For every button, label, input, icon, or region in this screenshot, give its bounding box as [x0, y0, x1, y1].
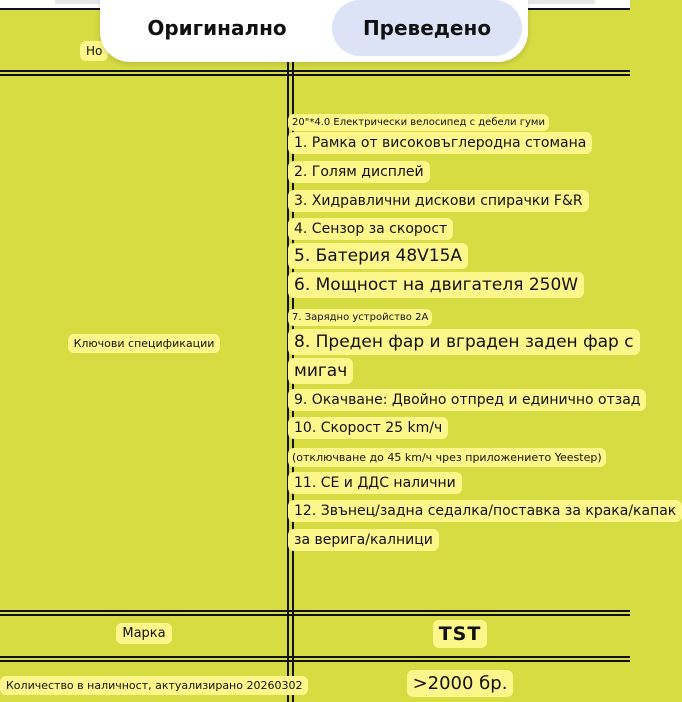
spec-item: мигач: [288, 358, 353, 384]
translated-toggle-button[interactable]: Преведено: [332, 0, 522, 56]
spec-item: 7. Зарядно устройство 2A: [288, 305, 432, 326]
spec-item: 4. Сензор за скорост: [288, 218, 453, 240]
brand-value-cell: [290, 620, 630, 648]
spec-item: 6. Мощност на двигателя 250W: [288, 272, 584, 298]
translation-toggle: [100, 0, 528, 62]
row-divider-specs-inner: [0, 614, 630, 616]
spec-item: 1. Рамка от високовъглеродна стомана: [288, 132, 592, 154]
spec-item: 20"*4.0 Електрически велосипед с дебели гуми: [288, 110, 549, 131]
spec-item: 5. Батерия 48V15A: [288, 243, 468, 269]
header-name-label: Но: [80, 41, 108, 61]
spec-item: 9. Окачване: Двойно отпред и единично отзад: [288, 389, 646, 411]
row-divider-header: [0, 70, 630, 72]
spec-item: 8. Преден фар и вграден заден фар с: [288, 329, 640, 355]
stock-label: Количество в наличност, актуализирано 20260302: [0, 676, 308, 695]
spec-item: за верига/калници: [288, 529, 439, 551]
key-specs-label: Ключови спецификации: [68, 334, 221, 353]
spec-item: 2. Голям дисплей: [288, 161, 430, 183]
spec-item: 10. Скорост 25 km/ч: [288, 417, 448, 439]
brand-label-cell: [0, 622, 288, 644]
stock-value-cell: [290, 670, 630, 697]
stock-label-cell: [0, 674, 303, 695]
row-divider-brand: [0, 656, 630, 658]
original-toggle-button[interactable]: Оригинално: [147, 16, 287, 40]
spec-item: (отключване до 45 km/ч чрез приложението Yeestep): [288, 446, 606, 467]
row-divider-specs: [0, 610, 630, 612]
stock-value: >2000 бр.: [407, 670, 514, 697]
spec-item: 11. CE и ДДС налични: [288, 472, 462, 494]
row-divider-header-inner: [0, 74, 630, 76]
spec-item: 12. Звънец/задна седалка/поставка за крака/капак: [288, 500, 682, 522]
spec-item: 3. Хидравлични дискови спирачки F&R: [288, 190, 589, 212]
brand-label: Марка: [116, 623, 171, 644]
spec-table: [0, 8, 677, 700]
brand-value: TST: [433, 620, 488, 648]
row-divider-brand-inner: [0, 660, 630, 662]
key-specs-label-cell: [0, 332, 288, 353]
